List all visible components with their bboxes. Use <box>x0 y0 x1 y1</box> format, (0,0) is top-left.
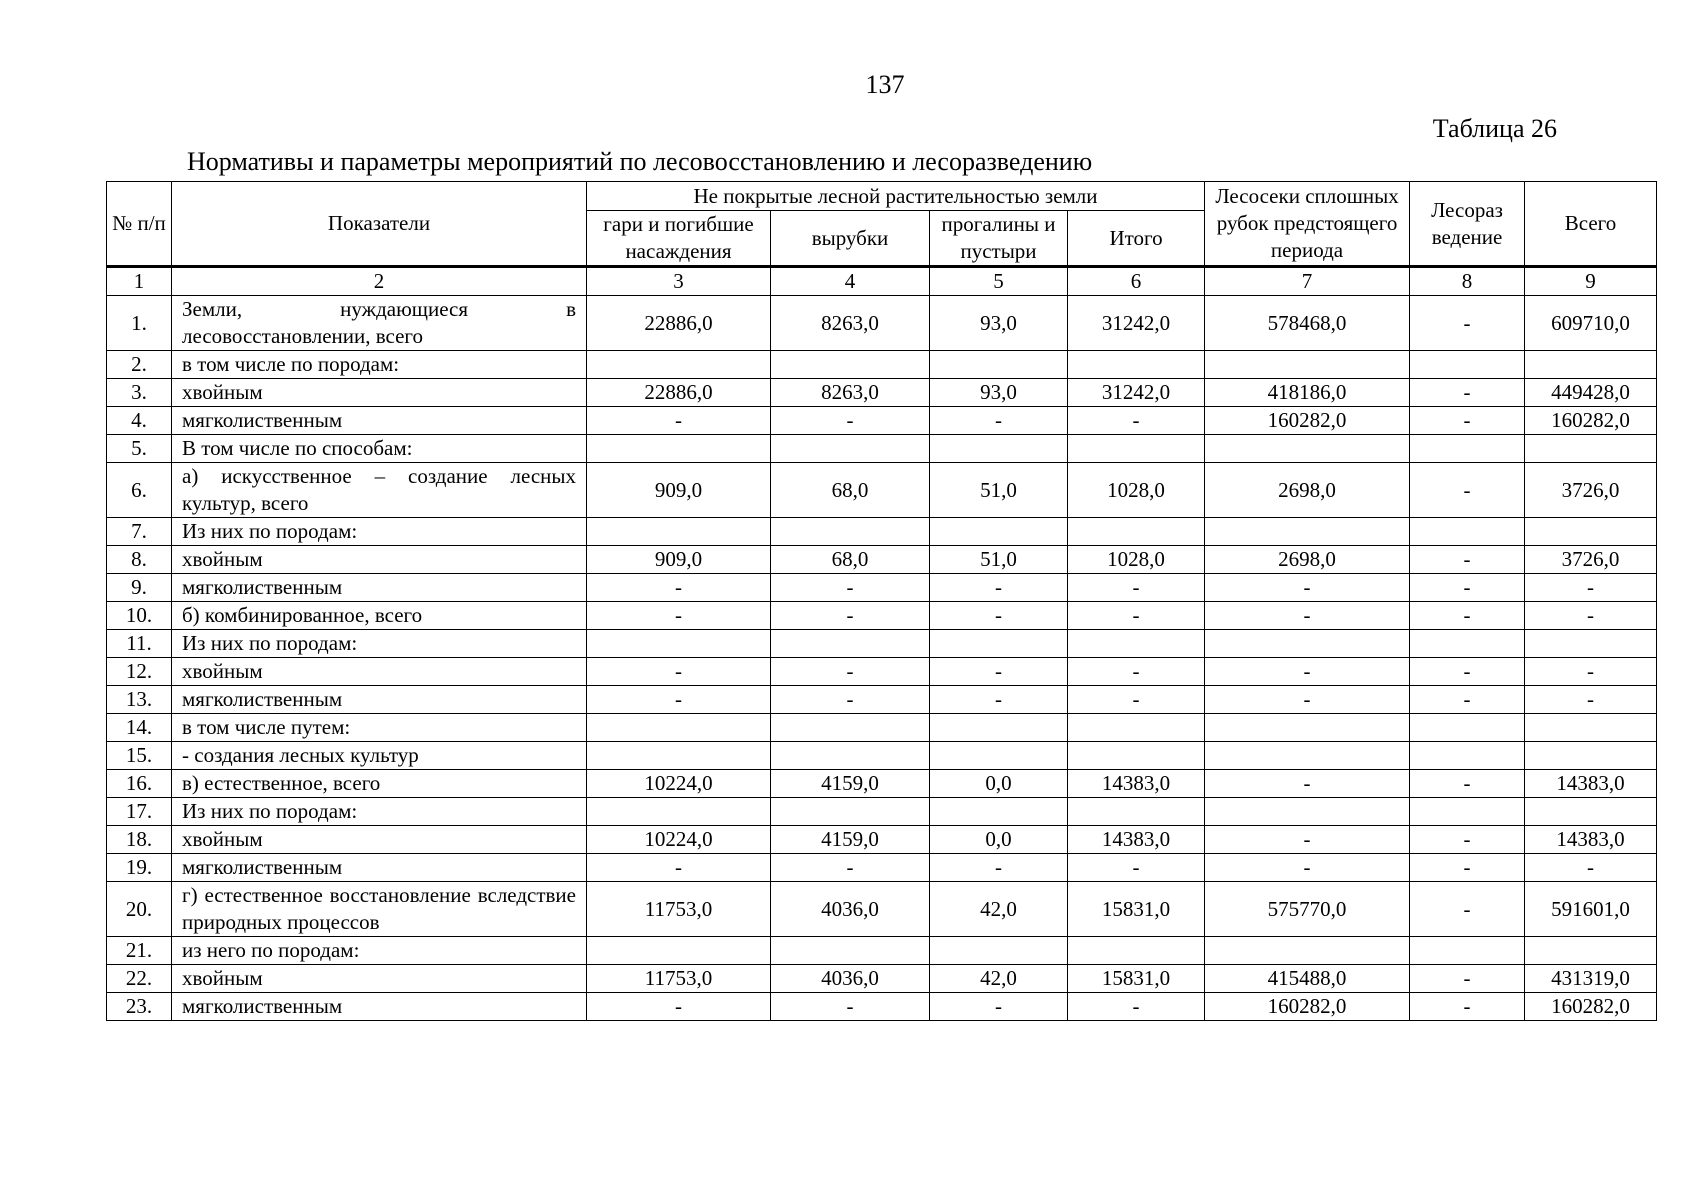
row-value-col9 <box>1525 630 1657 658</box>
row-value-col8: - <box>1410 882 1525 937</box>
row-value-col3: - <box>587 854 771 882</box>
row-value-col3: 909,0 <box>587 463 771 518</box>
page-number: 137 <box>865 70 905 99</box>
row-value-col6: - <box>1068 686 1205 714</box>
row-label: б) комбинированное, всего <box>172 602 587 630</box>
row-number: 16. <box>107 770 172 798</box>
row-value-col3: - <box>587 993 771 1021</box>
row-label: Из них по породам: <box>172 518 587 546</box>
row-value-col5: - <box>930 993 1068 1021</box>
row-value-col8: - <box>1410 993 1525 1021</box>
row-value-col7 <box>1205 435 1410 463</box>
row-value-col4: 68,0 <box>771 463 930 518</box>
row-number: 21. <box>107 937 172 965</box>
row-value-col6: 31242,0 <box>1068 379 1205 407</box>
row-value-col3: - <box>587 658 771 686</box>
row-label: а) искусственное – создание лесных культур, всего <box>172 463 587 518</box>
row-value-col6 <box>1068 630 1205 658</box>
row-value-col3 <box>587 435 771 463</box>
column-number: 7 <box>1205 267 1410 296</box>
row-value-col8: - <box>1410 686 1525 714</box>
row-value-col4: - <box>771 993 930 1021</box>
table-row <box>107 798 1657 826</box>
row-value-col8 <box>1410 518 1525 546</box>
row-value-col8 <box>1410 435 1525 463</box>
row-value-col4: - <box>771 602 930 630</box>
row-value-col7: - <box>1205 658 1410 686</box>
row-value-col9 <box>1525 351 1657 379</box>
row-label: мягколиственным <box>172 686 587 714</box>
row-value-col6 <box>1068 742 1205 770</box>
row-value-col6: 14383,0 <box>1068 826 1205 854</box>
row-number: 14. <box>107 714 172 742</box>
header-col3: гари и погибшие насаждения <box>587 211 771 267</box>
row-value-col3: 22886,0 <box>587 379 771 407</box>
table-row <box>107 463 1657 518</box>
row-number: 2. <box>107 351 172 379</box>
row-value-col4 <box>771 742 930 770</box>
row-value-col3: - <box>587 574 771 602</box>
row-value-col8 <box>1410 351 1525 379</box>
row-value-col3: 11753,0 <box>587 965 771 993</box>
table-body <box>107 296 1657 1021</box>
table-row <box>107 742 1657 770</box>
row-value-col6: - <box>1068 574 1205 602</box>
row-value-col5 <box>930 630 1068 658</box>
row-value-col5: 42,0 <box>930 965 1068 993</box>
row-value-col8 <box>1410 937 1525 965</box>
row-value-col3: 22886,0 <box>587 296 771 351</box>
row-value-col9: - <box>1525 602 1657 630</box>
row-value-col5 <box>930 351 1068 379</box>
row-value-col6: 1028,0 <box>1068 546 1205 574</box>
row-value-col4: 8263,0 <box>771 296 930 351</box>
row-value-col4 <box>771 937 930 965</box>
row-number: 5. <box>107 435 172 463</box>
row-value-col6: 15831,0 <box>1068 965 1205 993</box>
row-value-col9: 160282,0 <box>1525 407 1657 435</box>
column-number: 4 <box>771 267 930 296</box>
row-value-col4 <box>771 714 930 742</box>
table-row <box>107 574 1657 602</box>
column-number-row <box>107 267 1657 296</box>
row-value-col5 <box>930 518 1068 546</box>
row-value-col5: 0,0 <box>930 770 1068 798</box>
row-value-col5: 93,0 <box>930 379 1068 407</box>
row-label: в) естественное, всего <box>172 770 587 798</box>
row-label: мягколиственным <box>172 854 587 882</box>
row-value-col3: 11753,0 <box>587 882 771 937</box>
row-value-col5 <box>930 798 1068 826</box>
row-number: 11. <box>107 630 172 658</box>
row-value-col5 <box>930 742 1068 770</box>
row-label: хвойным <box>172 379 587 407</box>
row-value-col3: 10224,0 <box>587 770 771 798</box>
row-value-col9: 3726,0 <box>1525 463 1657 518</box>
row-number: 18. <box>107 826 172 854</box>
row-value-col4: - <box>771 686 930 714</box>
row-value-col5: - <box>930 686 1068 714</box>
row-value-col9 <box>1525 742 1657 770</box>
header-col8: Лесораз ведение <box>1410 182 1525 267</box>
row-value-col9: 449428,0 <box>1525 379 1657 407</box>
row-value-col6: - <box>1068 993 1205 1021</box>
table-row <box>107 937 1657 965</box>
row-value-col9: - <box>1525 686 1657 714</box>
column-number: 6 <box>1068 267 1205 296</box>
row-value-col7 <box>1205 937 1410 965</box>
row-value-col4 <box>771 351 930 379</box>
row-value-col8: - <box>1410 296 1525 351</box>
row-value-col7: - <box>1205 770 1410 798</box>
row-label: мягколиственным <box>172 574 587 602</box>
table-row <box>107 407 1657 435</box>
table-row <box>107 993 1657 1021</box>
table-label: Таблица 26 <box>1432 114 1557 143</box>
row-value-col5: - <box>930 658 1068 686</box>
row-number: 19. <box>107 854 172 882</box>
row-value-col8: - <box>1410 826 1525 854</box>
table-title: Нормативы и параметры мероприятий по лесовосстановлению и лесоразведению <box>187 147 1093 176</box>
row-value-col7: 2698,0 <box>1205 546 1410 574</box>
row-value-col8: - <box>1410 379 1525 407</box>
row-value-col8: - <box>1410 770 1525 798</box>
row-value-col4: 4159,0 <box>771 770 930 798</box>
row-value-col6: 15831,0 <box>1068 882 1205 937</box>
row-value-col9: 160282,0 <box>1525 993 1657 1021</box>
row-value-col8: - <box>1410 854 1525 882</box>
row-value-col4: 4159,0 <box>771 826 930 854</box>
row-value-col6 <box>1068 937 1205 965</box>
row-number: 13. <box>107 686 172 714</box>
row-value-col6 <box>1068 518 1205 546</box>
table-row <box>107 686 1657 714</box>
row-label: хвойным <box>172 826 587 854</box>
row-value-col7 <box>1205 351 1410 379</box>
column-number: 1 <box>107 267 172 296</box>
row-value-col3 <box>587 714 771 742</box>
row-value-col6 <box>1068 798 1205 826</box>
row-value-col4: 8263,0 <box>771 379 930 407</box>
row-value-col9 <box>1525 518 1657 546</box>
header-col6: Итого <box>1068 211 1205 267</box>
row-value-col3: 10224,0 <box>587 826 771 854</box>
row-value-col5: - <box>930 854 1068 882</box>
row-value-col8 <box>1410 742 1525 770</box>
row-value-col7: 578468,0 <box>1205 296 1410 351</box>
row-value-col3 <box>587 742 771 770</box>
row-value-col6: - <box>1068 854 1205 882</box>
row-label: г) естественное восстановление вследствие природных процессов <box>172 882 587 937</box>
row-value-col4 <box>771 798 930 826</box>
row-label: мягколиственным <box>172 993 587 1021</box>
header-group-unforested: Не покрытые лесной растительностью земли <box>587 182 1205 211</box>
row-value-col9 <box>1525 798 1657 826</box>
row-value-col8 <box>1410 630 1525 658</box>
table-row <box>107 826 1657 854</box>
row-value-col5 <box>930 714 1068 742</box>
row-label: - создания лесных культур <box>172 742 587 770</box>
row-value-col9: 431319,0 <box>1525 965 1657 993</box>
row-value-col8: - <box>1410 546 1525 574</box>
row-value-col8 <box>1410 714 1525 742</box>
row-value-col5: - <box>930 574 1068 602</box>
row-value-col4 <box>771 630 930 658</box>
row-value-col9: 3726,0 <box>1525 546 1657 574</box>
row-value-col9 <box>1525 937 1657 965</box>
header-col4: вырубки <box>771 211 930 267</box>
row-value-col8: - <box>1410 574 1525 602</box>
row-number: 12. <box>107 658 172 686</box>
row-value-col7: - <box>1205 574 1410 602</box>
row-value-col7: 160282,0 <box>1205 407 1410 435</box>
row-number: 8. <box>107 546 172 574</box>
row-value-col5 <box>930 435 1068 463</box>
row-value-col6: - <box>1068 602 1205 630</box>
header-col5: прогалины и пустыри <box>930 211 1068 267</box>
row-label: Из них по породам: <box>172 630 587 658</box>
row-value-col7: - <box>1205 686 1410 714</box>
row-value-col6: - <box>1068 658 1205 686</box>
row-number: 3. <box>107 379 172 407</box>
row-number: 10. <box>107 602 172 630</box>
row-value-col7 <box>1205 742 1410 770</box>
row-value-col4: 4036,0 <box>771 882 930 937</box>
row-value-col9: - <box>1525 658 1657 686</box>
column-number: 5 <box>930 267 1068 296</box>
row-label: В том числе по способам: <box>172 435 587 463</box>
row-value-col6 <box>1068 351 1205 379</box>
row-value-col5: 51,0 <box>930 546 1068 574</box>
data-table <box>106 181 1657 1021</box>
row-value-col6: - <box>1068 407 1205 435</box>
row-value-col9: 591601,0 <box>1525 882 1657 937</box>
row-value-col5: 0,0 <box>930 826 1068 854</box>
row-value-col5: - <box>930 602 1068 630</box>
row-label: хвойным <box>172 546 587 574</box>
row-value-col6 <box>1068 714 1205 742</box>
row-value-col9 <box>1525 435 1657 463</box>
row-value-col3: - <box>587 602 771 630</box>
row-label: мягколиственным <box>172 407 587 435</box>
row-value-col6: 31242,0 <box>1068 296 1205 351</box>
header-col9: Всего <box>1525 182 1657 267</box>
header-indicators: Показатели <box>172 182 587 267</box>
row-value-col5: 93,0 <box>930 296 1068 351</box>
row-value-col7: - <box>1205 826 1410 854</box>
row-value-col3: - <box>587 686 771 714</box>
table-row <box>107 518 1657 546</box>
table-header <box>107 182 1657 296</box>
row-value-col4 <box>771 518 930 546</box>
row-value-col9: 14383,0 <box>1525 770 1657 798</box>
row-value-col9: 609710,0 <box>1525 296 1657 351</box>
row-number: 15. <box>107 742 172 770</box>
row-value-col5: - <box>930 407 1068 435</box>
column-number: 2 <box>172 267 587 296</box>
row-value-col4: 4036,0 <box>771 965 930 993</box>
table-row <box>107 882 1657 937</box>
row-number: 6. <box>107 463 172 518</box>
column-number: 9 <box>1525 267 1657 296</box>
row-number: 4. <box>107 407 172 435</box>
row-value-col3 <box>587 630 771 658</box>
table-row <box>107 296 1657 351</box>
row-value-col4: - <box>771 407 930 435</box>
row-number: 20. <box>107 882 172 937</box>
table-row <box>107 546 1657 574</box>
row-value-col6: 1028,0 <box>1068 463 1205 518</box>
row-value-col3 <box>587 518 771 546</box>
table-row <box>107 602 1657 630</box>
row-value-col8: - <box>1410 407 1525 435</box>
row-number: 7. <box>107 518 172 546</box>
row-value-col7: - <box>1205 602 1410 630</box>
row-value-col4: - <box>771 574 930 602</box>
row-number: 23. <box>107 993 172 1021</box>
row-value-col8 <box>1410 798 1525 826</box>
row-value-col9 <box>1525 714 1657 742</box>
row-label: в том числе по породам: <box>172 351 587 379</box>
row-value-col7 <box>1205 714 1410 742</box>
table-row <box>107 854 1657 882</box>
row-value-col8: - <box>1410 658 1525 686</box>
row-value-col9: - <box>1525 854 1657 882</box>
row-label: Земли, нуждающиеся в лесовосстановлении, всего <box>172 296 587 351</box>
row-label: Из них по породам: <box>172 798 587 826</box>
row-value-col7: 2698,0 <box>1205 463 1410 518</box>
row-value-col4: - <box>771 658 930 686</box>
row-number: 9. <box>107 574 172 602</box>
row-value-col9: 14383,0 <box>1525 826 1657 854</box>
row-label: в том числе путем: <box>172 714 587 742</box>
row-value-col5 <box>930 937 1068 965</box>
row-value-col3: - <box>587 407 771 435</box>
row-value-col7 <box>1205 630 1410 658</box>
row-value-col5: 42,0 <box>930 882 1068 937</box>
table-row <box>107 630 1657 658</box>
row-value-col4: - <box>771 854 930 882</box>
row-value-col7: 160282,0 <box>1205 993 1410 1021</box>
table-row <box>107 770 1657 798</box>
table-row <box>107 379 1657 407</box>
row-value-col9: - <box>1525 574 1657 602</box>
row-value-col4 <box>771 435 930 463</box>
row-number: 17. <box>107 798 172 826</box>
row-label: хвойным <box>172 965 587 993</box>
table-row <box>107 351 1657 379</box>
row-value-col7: 418186,0 <box>1205 379 1410 407</box>
row-number: 1. <box>107 296 172 351</box>
row-value-col7 <box>1205 518 1410 546</box>
table-row <box>107 965 1657 993</box>
table-row <box>107 658 1657 686</box>
header-col7: Лесосеки сплошных рубок предстоящего периода <box>1205 182 1410 267</box>
row-label: из него по породам: <box>172 937 587 965</box>
row-value-col7: 575770,0 <box>1205 882 1410 937</box>
row-value-col3 <box>587 351 771 379</box>
row-value-col7: - <box>1205 854 1410 882</box>
row-value-col8: - <box>1410 965 1525 993</box>
row-value-col6 <box>1068 435 1205 463</box>
row-value-col3 <box>587 937 771 965</box>
row-value-col7 <box>1205 798 1410 826</box>
column-number: 3 <box>587 267 771 296</box>
row-number: 22. <box>107 965 172 993</box>
row-value-col8: - <box>1410 463 1525 518</box>
row-value-col8: - <box>1410 602 1525 630</box>
column-number: 8 <box>1410 267 1525 296</box>
row-value-col6: 14383,0 <box>1068 770 1205 798</box>
table-row <box>107 435 1657 463</box>
row-label: хвойным <box>172 658 587 686</box>
table-row <box>107 714 1657 742</box>
row-value-col4: 68,0 <box>771 546 930 574</box>
row-value-col7: 415488,0 <box>1205 965 1410 993</box>
row-value-col3: 909,0 <box>587 546 771 574</box>
row-value-col3 <box>587 798 771 826</box>
row-value-col5: 51,0 <box>930 463 1068 518</box>
header-num: № п/п <box>107 182 172 267</box>
